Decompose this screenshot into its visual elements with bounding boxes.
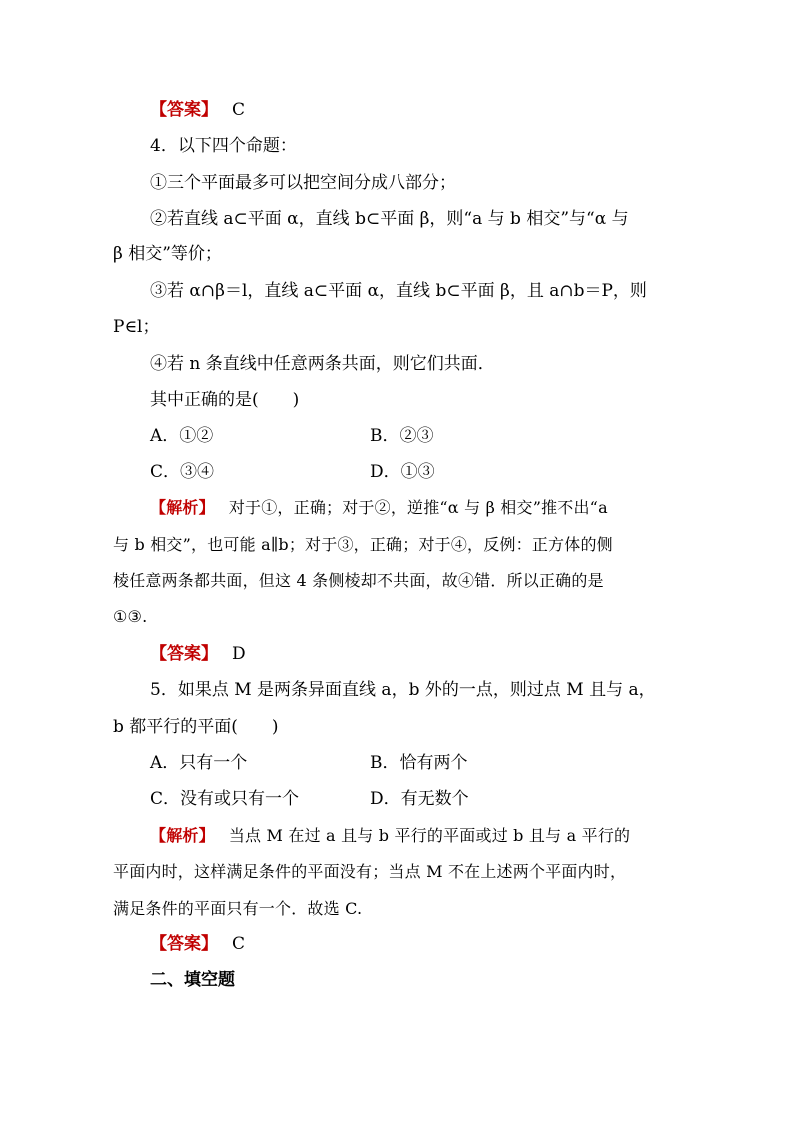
answer-3 xyxy=(150,98,690,122)
analysis-tag: 【解析】 xyxy=(150,826,215,845)
options-row-1 xyxy=(150,751,690,775)
answer-value: C xyxy=(232,934,246,954)
option-b: B．②③ xyxy=(370,426,434,446)
proposition-3-line-2: P∈l； xyxy=(113,317,160,337)
analysis-5-line-1: 【解析】 当点 M 在过 a 且与 b 平行的平面或过 b 且与 a 平行的 xyxy=(150,826,631,845)
answer-tag: 【答案】 xyxy=(150,644,218,664)
proposition-2-line-1: ②若直线 a⊂平面 α，直线 b⊂平面 β，则“a 与 b 相交”与“α 与 xyxy=(150,209,629,229)
proposition-2-line-2: β 相交”等价； xyxy=(113,244,222,264)
proposition-3-line-1: ③若 α∩β＝l，直线 a⊂平面 α，直线 b⊂平面 β，且 a∩b＝P，则 xyxy=(150,281,647,301)
analysis-5-line-3: 满足条件的平面只有一个．故选 C. xyxy=(113,899,363,918)
options-row-2 xyxy=(150,460,690,484)
proposition-4: ④若 n 条直线中任意两条共面，则它们共面． xyxy=(150,354,495,374)
options-row-2 xyxy=(150,787,690,811)
analysis-4-line-3: 棱任意两条都共面，但这 4 条侧棱却不共面，故④错．所以正确的是 xyxy=(113,571,604,590)
question-5-stem-line-2: b 都平行的平面( ) xyxy=(113,717,279,737)
section-heading: 二、填空题 xyxy=(150,970,235,990)
option-b: B．恰有两个 xyxy=(370,753,468,773)
option-a: A．①② xyxy=(150,426,214,446)
option-c: C．没有或只有一个 xyxy=(150,789,300,809)
analysis-4-line-4: ①③. xyxy=(113,607,148,626)
option-d: D．有无数个 xyxy=(370,789,469,809)
answer-tag: 【答案】 xyxy=(150,934,218,954)
option-d: D．①③ xyxy=(370,462,435,482)
analysis-4-line-2: 与 b 相交”，也可能 a∥b；对于③，正确；对于④，反例：正方体的侧 xyxy=(113,535,613,554)
analysis-4-line-1: 【解析】 对于①，正确；对于②，逆推“α 与 β 相交”推不出“a xyxy=(150,498,608,517)
answer-5 xyxy=(150,932,690,956)
option-a: A．只有一个 xyxy=(150,753,248,773)
analysis-tag: 【解析】 xyxy=(150,498,215,517)
question-4-stem: 4．以下四个命题： xyxy=(150,136,297,156)
proposition-1: ①三个平面最多可以把空间分成八部分； xyxy=(150,173,456,193)
answer-value: D xyxy=(232,644,246,664)
question-4-ask: 其中正确的是( ) xyxy=(150,390,300,410)
options-row-1 xyxy=(150,424,690,448)
question-5-stem-line-1: 5．如果点 M 是两条异面直线 a，b 外的一点，则过点 M 且与 a， xyxy=(150,680,656,700)
answer-4 xyxy=(150,642,690,666)
option-c: C．③④ xyxy=(150,462,215,482)
answer-value: C xyxy=(232,100,246,120)
analysis-5-line-2: 平面内时，这样满足条件的平面没有；当点 M 不在上述两个平面内时， xyxy=(113,862,627,881)
answer-tag: 【答案】 xyxy=(150,100,218,120)
